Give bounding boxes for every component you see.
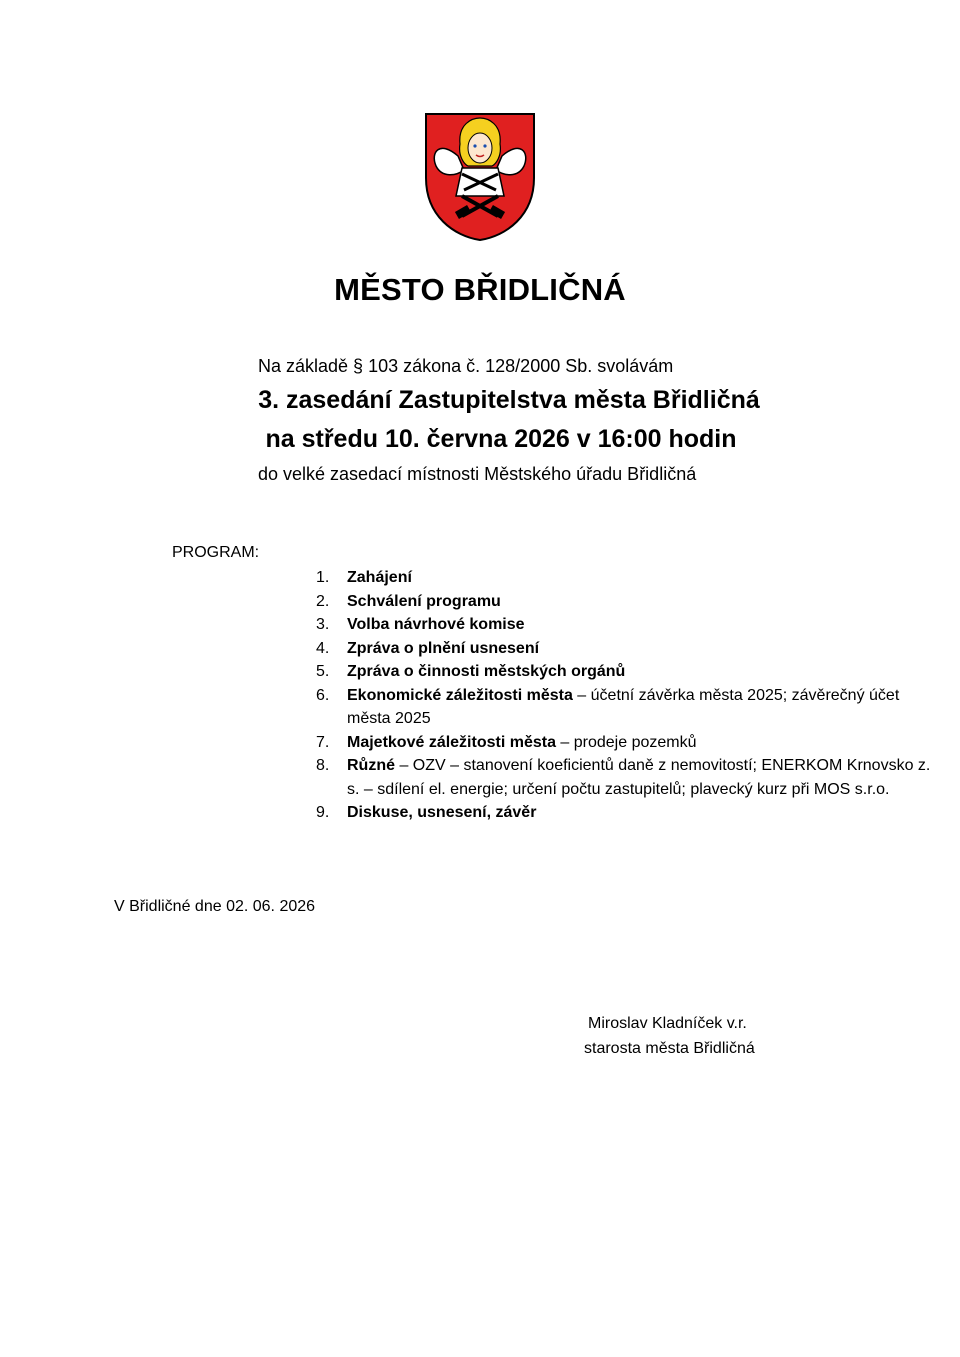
agenda-item-number: 3. [316, 616, 330, 633]
agenda-item-title: Majetkové záležitosti města [347, 733, 556, 751]
intro-text: Na základě § 103 zákona č. 128/2000 Sb. svolávám [258, 356, 674, 376]
agenda-item [316, 684, 936, 731]
agenda-item-title: Zahájení [347, 569, 412, 586]
signature-name: Miroslav Kladníček v.r. [588, 1015, 747, 1032]
agenda-item-number: 6. [316, 686, 330, 704]
agenda-item [316, 566, 936, 590]
date-line: V Břidličné dne 02. 06. 2026 [114, 898, 316, 915]
meeting-date-headline: na středu 10. června 2026 v 16:00 hodin [265, 425, 737, 453]
agenda-item-title: Zpráva o činnosti městských orgánů [347, 663, 626, 680]
agenda-item-number: 2. [316, 592, 330, 610]
program-label: PROGRAM: [172, 544, 260, 561]
meeting-headline: 3. zasedání Zastupitelstva města Břidličná [258, 386, 760, 414]
agenda-item-title: Volba návrhové komise [347, 616, 525, 633]
signature-role: starosta města Břidličná [584, 1040, 755, 1057]
agenda-item-title: Schválení programu [347, 592, 501, 610]
agenda-item [316, 613, 936, 637]
agenda-item [316, 660, 936, 684]
agenda-item-title: Různé [347, 757, 395, 774]
agenda-list [316, 566, 936, 825]
agenda-item-title: Zpráva o plnění usnesení [347, 639, 540, 657]
agenda-item [316, 637, 936, 661]
agenda-item-number: 1. [316, 569, 330, 586]
agenda-item-number: 9. [316, 804, 330, 821]
page-title: MĚSTO BŘIDLIČNÁ [334, 272, 626, 307]
agenda-item-number: 5. [316, 663, 330, 680]
agenda-item [316, 754, 936, 801]
agenda-item [316, 731, 936, 755]
agenda-item-detail: – účetní závěrka města 2025; závěrečný účet města 2025 [347, 686, 900, 727]
agenda-item-number: 4. [316, 639, 330, 657]
agenda-item-detail: – prodeje pozemků [555, 733, 697, 751]
agenda-item-number: 8. [316, 757, 330, 774]
agenda-item-detail: – OZV – stanovení koeficientů daně z nemovitostí; ENERKOM Krnovsko z. s. – sdílení el. energie; určení počtu zastupitelů; plavecký kurz při MOS s.r.o. [347, 757, 931, 798]
agenda-item-title: Diskuse, usnesení, závěr [347, 804, 537, 821]
agenda-item [316, 590, 936, 614]
coat-of-arms-icon [424, 112, 536, 242]
agenda-item [316, 801, 936, 825]
agenda-item-title: Ekonomické záležitosti města [347, 686, 573, 704]
agenda-item-number: 7. [316, 733, 330, 751]
meeting-place: do velké zasedací místnosti Městského úřadu Břidličná [258, 464, 697, 484]
